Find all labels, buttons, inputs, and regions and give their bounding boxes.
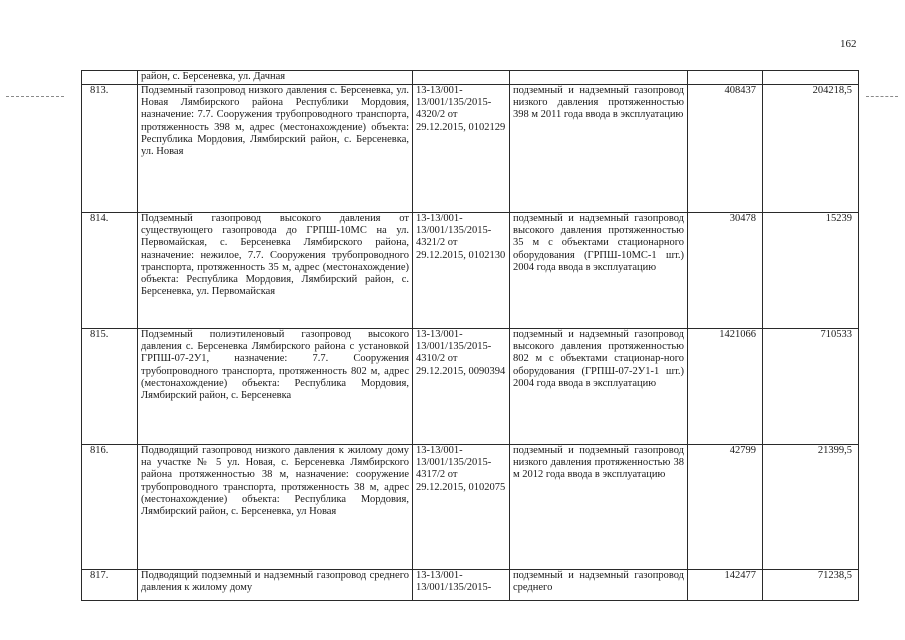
value-column-2 (763, 71, 859, 85)
value-column-2: 204218,5 (763, 85, 859, 213)
table-row (82, 445, 859, 570)
object-description: Подводящий газопровод низкого давления к жилому дому на участке № 5 ул. Новая, с. Берсеневка Лямбирского района протяженностью 38 м, назначение: сооружение трубопроводного транспорта, протяженность 38 м, адрес (местонахождение) объекта: Республика Мордовия, Лямбирский район, с. Берсеневка, ул Новая (138, 445, 413, 570)
value-column-2: 15239 (763, 213, 859, 329)
value-column-1 (688, 71, 763, 85)
row-number: 817. (82, 570, 138, 601)
value-column-1: 408437 (688, 85, 763, 213)
registry-table (81, 70, 859, 601)
table-row (82, 71, 859, 85)
value-column-1: 42799 (688, 445, 763, 570)
object-description: район, с. Берсеневка, ул. Дачная (138, 71, 413, 85)
page-number: 162 (840, 38, 857, 50)
row-number: 814. (82, 213, 138, 329)
value-column-1: 142477 (688, 570, 763, 601)
table-row (82, 329, 859, 445)
registration-record: 13-13/001-13/001/135/2015-4310/2 от 29.12.2015, 0090394 (413, 329, 510, 445)
scan-artifact-line-left (6, 96, 64, 97)
object-characteristics: подземный и надземный газопровод среднего (510, 570, 688, 601)
object-characteristics: подземный и надземный газопровод высокого давления протяженностью 35 м с объектами стационарного оборудования (ГРПШ-10МС-1 шт.) 2004 года ввода в эксплуатацию (510, 213, 688, 329)
object-characteristics: подземный и надземный газопровод высокого давления протяженностью 802 м с объектами стационар-ного оборудования (ГРПШ-07-2У1-1 шт.) 2004 года ввода в эксплуатацию (510, 329, 688, 445)
value-column-1: 1421066 (688, 329, 763, 445)
scan-artifact-line-right (866, 96, 898, 97)
registration-record: 13-13/001-13/001/135/2015-4317/2 от 29.12.2015, 0102075 (413, 445, 510, 570)
object-characteristics: подземный и подземный газопровод низкого давления протяженностью 38 м 2012 года ввода в эксплуатацию (510, 445, 688, 570)
registration-record: 13-13/001-13/001/135/2015-4320/2 от 29.12.2015, 0102129 (413, 85, 510, 213)
table-row (82, 85, 859, 213)
row-number: 813. (82, 85, 138, 213)
object-description: Подводящий подземный и надземный газопровод среднего давления к жилому дому (138, 570, 413, 601)
value-column-2: 21399,5 (763, 445, 859, 570)
registration-record (413, 71, 510, 85)
table-row (82, 570, 859, 601)
row-number: 815. (82, 329, 138, 445)
registration-record: 13-13/001-13/001/135/2015- (413, 570, 510, 601)
object-characteristics (510, 71, 688, 85)
object-description: Подземный газопровод низкого давления с. Берсеневка, ул. Новая Лямбирского района Республики Мордовия, назначение: 7.7. Сооружения трубопроводного транспорта, протяженность 398 м, адрес (местонахождение) объекта: Республика Мордовия, Лямбирский район, с. Берсеневка, ул. Новая (138, 85, 413, 213)
value-column-2: 710533 (763, 329, 859, 445)
value-column-2: 71238,5 (763, 570, 859, 601)
object-description: Подземный полиэтиленовый газопровод высокого давления с. Берсеневка Лямбирского района с установкой ГРПШ-07-2У1, назначение: 7.7. Сооружения трубопроводного транспорта, протяженность 802 м, адрес (местонахождение) объекта: Республика Мордовия, Лямбирский район, с. Берсеневка (138, 329, 413, 445)
value-column-1: 30478 (688, 213, 763, 329)
row-number: 816. (82, 445, 138, 570)
table-row (82, 213, 859, 329)
registration-record: 13-13/001-13/001/135/2015-4321/2 от 29.12.2015, 0102130 (413, 213, 510, 329)
object-characteristics: подземный и надземный газопровод низкого давления протяженностью 398 м 2011 года ввода в эксплуатацию (510, 85, 688, 213)
row-number (82, 71, 138, 85)
object-description: Подземный газопровод высокого давления от существующего газопровода до ГРПШ-10МС на ул. Первомайская, с. Берсеневка Лямбирского района, назначение: нежилое, 7.7. Сооружения трубопроводного транспорта, протяженность 35 м, адрес (местонахождение) объекта: Республика Мордовия, Лямбирский район, с. Берсеневка, ул. Первомайская (138, 213, 413, 329)
